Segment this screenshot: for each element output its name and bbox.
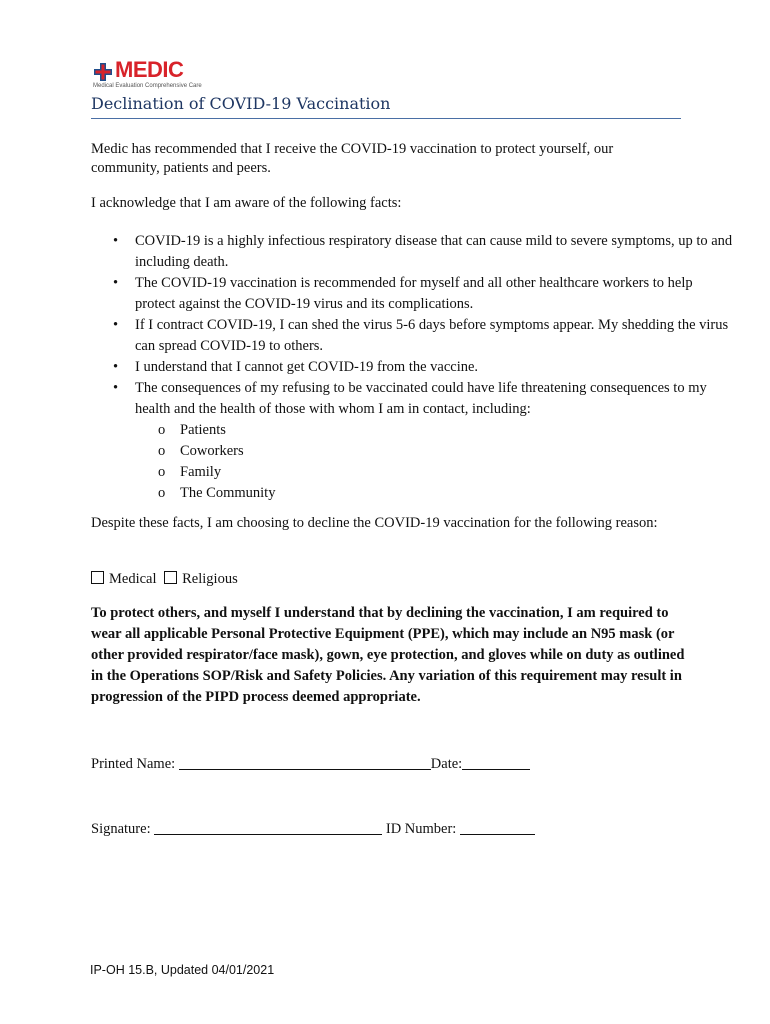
signature-field[interactable] [154, 820, 382, 835]
logo-wordmark: MEDIC [115, 57, 184, 82]
list-item: o The Community [180, 483, 735, 504]
printed-name-label: Printed Name: [91, 756, 176, 772]
list-item-consequences [135, 378, 735, 504]
medic-cross-logo-icon [93, 62, 113, 82]
list-item: • COVID-19 is a highly infectious respiratory disease that can cause mild to severe symptoms, up to and including death. [135, 231, 735, 273]
religious-checkbox[interactable] [164, 571, 177, 584]
printed-name-row [91, 755, 530, 774]
consequences-text: The consequences of my refusing to be vaccinated could have life threatening consequences to my health and the health of those with whom I am in contact, including: [135, 380, 707, 417]
page-title: Declination of COVID-19 Vaccination [91, 94, 681, 119]
list-item: o Coworkers [180, 441, 735, 462]
date-field[interactable] [462, 755, 530, 770]
reason-options [91, 570, 242, 589]
document-footer: IP-OH 15.B, Updated 04/01/2021 [90, 963, 275, 977]
despite-paragraph: Despite these facts, I am choosing to decline the COVID-19 vaccination for the following reason: [91, 515, 658, 531]
list-item: o Patients [180, 420, 735, 441]
signature-label: Signature: [91, 821, 151, 837]
signature-row [91, 820, 535, 839]
list-item: o Family [180, 462, 735, 483]
acknowledge-paragraph: I acknowledge that I am aware of the following facts: [91, 195, 402, 211]
date-label: Date: [430, 756, 463, 772]
medical-label: Medical [109, 571, 157, 587]
facts-list [91, 231, 735, 504]
religious-label: Religious [182, 571, 238, 587]
printed-name-field[interactable] [179, 755, 431, 770]
list-item: • If I contract COVID-19, I can shed the virus 5-6 days before symptoms appear. My shedding the virus can spread COVID-19 to others. [135, 315, 735, 357]
intro-paragraph: Medic has recommended that I receive the COVID-19 vaccination to protect yourself, our community, patients and peers. [91, 141, 614, 176]
medical-checkbox[interactable] [91, 571, 104, 584]
medic-logo [93, 58, 203, 92]
list-item: • The COVID-19 vaccination is recommended for myself and all other healthcare workers to help protect against the COVID-19 virus and its complications. [135, 273, 735, 315]
logo-tagline: Medical Evaluation Comprehensive Care [93, 83, 202, 89]
id-number-field[interactable] [460, 820, 535, 835]
requirement-paragraph: To protect others, and myself I understand that by declining the vaccination, I am required to wear all applicable Personal Protective Equipment (PPE), which may include an N95 mask (or other provided respirator/face mask), gown, eye protection, and gloves while on duty as outlined in the Operations SOP/Risk and Safety Policies. Any variation of this requirement may result in progression of the PIPD process deemed appropriate. [91, 605, 685, 705]
list-item: • I understand that I cannot get COVID-19 from the vaccine. [135, 357, 735, 378]
id-number-label: ID Number: [385, 821, 457, 837]
contacts-list [135, 420, 735, 504]
